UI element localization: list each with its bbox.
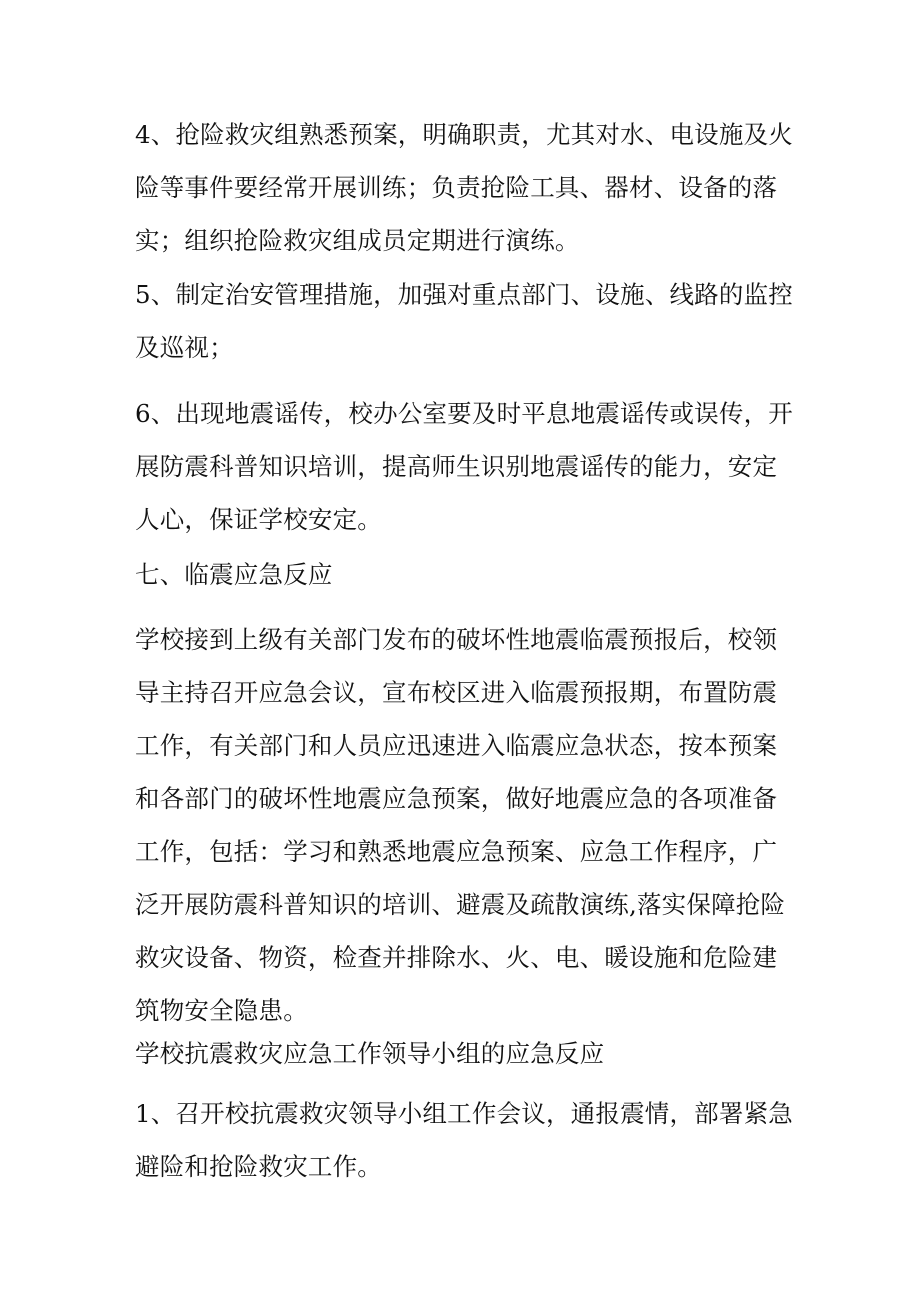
text-line: 和各部门的破坏性地震应急预案，做好地震应急的各项准备 xyxy=(135,784,778,813)
text-line: 工作，有关部门和人员应迅速进入临震应急状态，按本预案 xyxy=(135,731,778,760)
text-line: 险等事件要经常开展训练；负责抢险工具、器材、设备的落 xyxy=(135,173,778,202)
text-line: 6、出现地震谣传，校办公室要及时平息地震谣传或误传，开 xyxy=(135,399,793,428)
text-line: 筑物安全隐患。 xyxy=(135,996,308,1025)
text-line: 及巡视； xyxy=(135,333,234,362)
text-line: 4、抢险救灾组熟悉预案，明确职责，尤其对水、电设施及火 xyxy=(135,120,793,149)
text-line: 1、召开校抗震救灾领导小组工作会议，通报震情，部署紧急 xyxy=(135,1099,793,1128)
paragraph-convene-meeting xyxy=(135,1087,795,1193)
text-line: 泛开展防震科普知识的培训、避震及疏散演练,落实保障抢险 xyxy=(135,890,786,919)
text-line: 工作，包括：学习和熟悉地震应急预案、应急工作程序，广 xyxy=(135,837,778,866)
paragraph-imminent-forecast xyxy=(135,613,795,1037)
paragraph-rescue-team xyxy=(135,108,795,267)
text-line: 展防震科普知识培训，提高师生识别地震谣传的能力，安定 xyxy=(135,452,778,481)
text-line: 救灾设备、物资，检查并排除水、火、电、暖设施和危险建 xyxy=(135,943,778,972)
paragraph-security-measures xyxy=(135,268,795,374)
paragraph-rumor-control xyxy=(135,387,795,546)
text-line: 避险和抢险救灾工作。 xyxy=(135,1152,382,1181)
text-line: 人心，保证学校安定。 xyxy=(135,505,382,534)
section-heading: 七、临震应急反应 xyxy=(135,560,333,589)
subheading: 学校抗震救灾应急工作领导小组的应急反应 xyxy=(135,1039,605,1068)
subheading-leadership-response xyxy=(135,1027,795,1080)
text-line: 实；组织抢险救灾组成员定期进行演练。 xyxy=(135,226,580,255)
text-line: 导主持召开应急会议，宣布校区进入临震预报期，布置防震 xyxy=(135,678,778,707)
section-heading-imminent-response xyxy=(135,548,795,601)
text-line: 学校接到上级有关部门发布的破坏性地震临震预报后，校领 xyxy=(135,625,778,654)
text-line: 5、制定治安管理措施，加强对重点部门、设施、线路的监控 xyxy=(135,280,793,309)
